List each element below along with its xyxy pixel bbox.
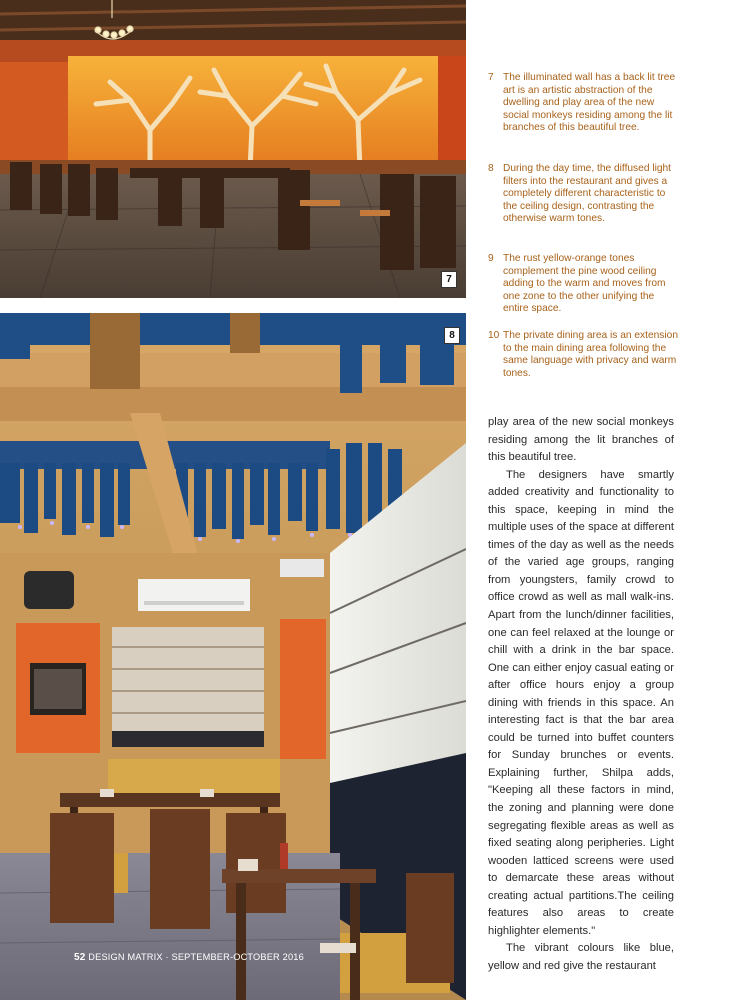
body-paragraph: The designers have smartly added creativity and functionality to this space, keeping in mind the multiple uses of the space at different times of the day as well as the needs of the varied age groups, ranging from youngsters, family crowd to office crowd as well as mall walk-ins. Apart from the lunch/dinner facilities, one can feel relaxed at the lounge or chill with a drink in the bar space. One can either enjoy casual eating or after office hours enjoy a group dining with friends in this space. An interesting fact is that the bar area could be turned into buffet counters for Sunday brunches or events. Explaining further, Shilpa adds, "Keeping all these factors in mind, the zoning and planning were done segregating flexible areas as well as fixed seating along peripheries. Light wooden latticed screens were used to demarcate these areas without creating actual partitions.The ceiling features also areas to create highlighter elements." xyxy=(488,468,674,937)
photo-dining-area xyxy=(0,313,466,1000)
photo-number-7: 7 xyxy=(441,271,457,288)
footer-separator: · xyxy=(165,952,169,962)
page-footer xyxy=(74,952,304,963)
caption-text: The rust yellow-orange tones complement the pine wood ceiling adding to the warm and moves from one zone to the other unifying the entire space. xyxy=(503,253,666,315)
caption-number: 10 xyxy=(488,330,500,341)
caption-text: The private dining area is an extension to the main dining area following the same language with privacy and warm tones. xyxy=(503,330,678,379)
issue-date: SEPTEMBER-OCTOBER 2016 xyxy=(171,952,304,962)
caption-text: During the day time, the diffused light filters into the restaurant and gives a completely different characteristic to the ceiling design, contrasting the otherwise warm tones. xyxy=(503,163,672,225)
caption-10 xyxy=(488,330,678,380)
caption-text: The illuminated wall has a back lit tree art is an artistic abstraction of the dwelling and play area of the new social monkeys residing among the lit branches of this beautiful tree. xyxy=(503,72,676,134)
body-paragraph: The vibrant colours like blue, yellow and red give the restaurant xyxy=(488,942,674,972)
publication-name: DESIGN MATRIX xyxy=(88,952,163,962)
caption-8 xyxy=(488,163,678,226)
photo-illuminated-wall xyxy=(0,0,466,298)
caption-7 xyxy=(488,72,678,135)
caption-number: 7 xyxy=(488,72,494,83)
caption-number: 9 xyxy=(488,253,494,264)
caption-9 xyxy=(488,253,678,316)
page-number: 52 xyxy=(74,952,86,963)
article-body xyxy=(488,414,674,976)
photo-number-8: 8 xyxy=(444,327,460,344)
body-paragraph: play area of the new social monkeys residing among the lit branches of this beautiful tree. xyxy=(488,416,674,464)
caption-number: 8 xyxy=(488,163,494,174)
